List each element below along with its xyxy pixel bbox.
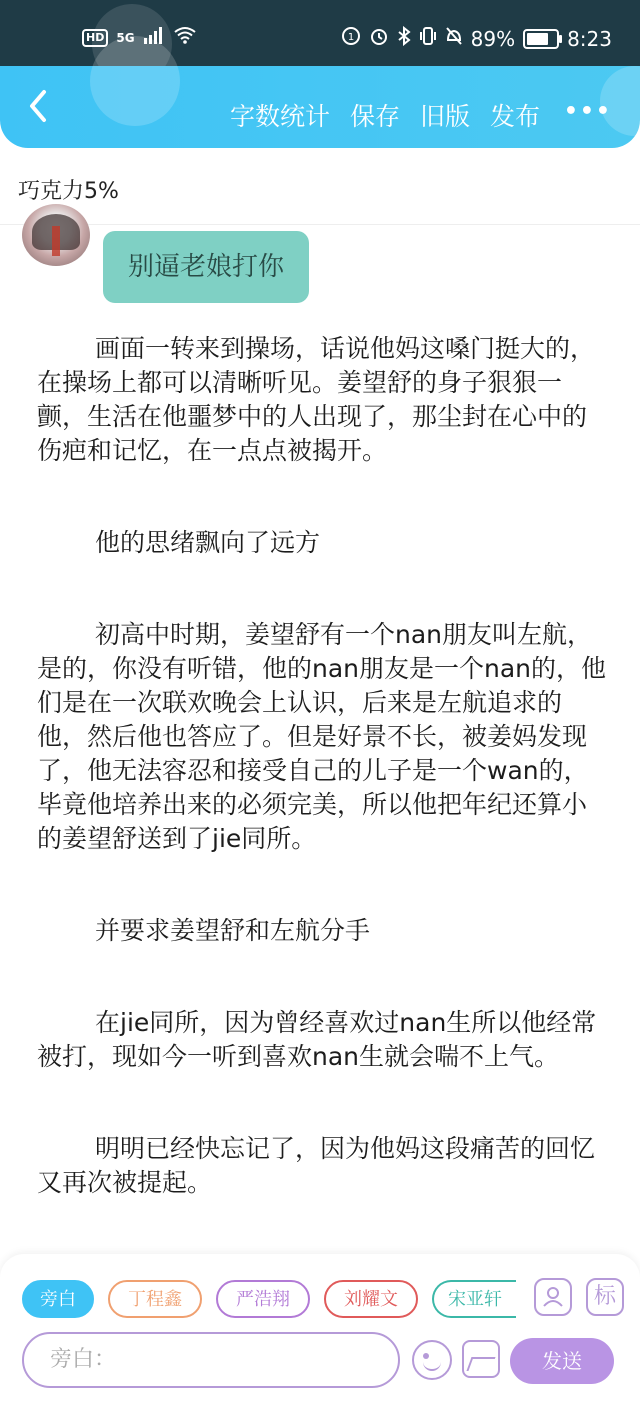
network-type: 5G — [116, 30, 135, 45]
hd-badge: HD — [82, 29, 108, 47]
emoji-icon[interactable] — [412, 1340, 452, 1380]
old-version-button[interactable]: 旧版 — [419, 102, 470, 131]
data-saver-icon — [341, 26, 361, 51]
back-button[interactable] — [22, 86, 62, 126]
paragraph: 在jie同所，因为曾经喜欢过nan生所以他经常被打，现如今一听到喜欢nan生就会喘不上气。 — [37, 1008, 597, 1071]
paragraph: 并要求姜望舒和左航分手 — [95, 916, 371, 945]
person-icon — [538, 1282, 568, 1312]
vibrate-icon — [419, 26, 437, 51]
avatar[interactable] — [22, 204, 90, 266]
role-chip[interactable]: 刘耀文 — [324, 1280, 418, 1318]
role-chip[interactable]: 严浩翔 — [216, 1280, 310, 1318]
avatar-detail — [52, 226, 60, 256]
wifi-icon — [173, 26, 197, 49]
story-body[interactable] — [37, 332, 607, 1350]
role-manage-button[interactable] — [534, 1278, 572, 1316]
chevron-left-icon — [22, 86, 62, 126]
message-input[interactable]: 旁白： — [22, 1332, 400, 1388]
chat-bubble[interactable]: 别逼老娘打你 — [103, 231, 309, 303]
chapter-title-bar[interactable] — [0, 160, 640, 225]
battery-icon — [523, 29, 559, 49]
mute-icon — [445, 26, 463, 51]
decor-bubble — [90, 36, 180, 126]
tag-button[interactable]: 标 — [586, 1278, 624, 1316]
paragraph: 他的思绪飘向了远方 — [95, 528, 321, 557]
paragraph: 画面一转来到操场，话说他妈这嗓门挺大的，在操场上都可以清晰听见。姜望舒的身子狠狠一颤，生活在他噩梦中的人出现了，那尘封在心中的伤疤和记忆，在一点点被揭开。 — [37, 334, 596, 465]
role-chip-narrator[interactable]: 旁白 — [22, 1280, 94, 1318]
svg-text:1: 1 — [347, 32, 354, 43]
clock: 8:23 — [567, 26, 612, 51]
send-button[interactable]: 发送 — [510, 1338, 614, 1384]
bluetooth-icon — [397, 26, 411, 51]
battery-percent: 89% — [470, 26, 516, 51]
word-count-button[interactable]: 字数统计 — [229, 102, 330, 131]
save-button[interactable]: 保存 — [349, 102, 400, 131]
paragraph: 初高中时期，姜望舒有一个nan朋友叫左航，是的，你没有听错，他的nan朋友是一个nan的，他们是在一次联欢晚会上认识，后来是左航追求的他，然后他也答应了。但是好景不长，被姜妈发现了，他无法容忍和接受自己的儿子是一个wan的，毕竟他培养出来的必须完美，所以他把年纪还算小的姜望舒送到了jie同所。 — [37, 620, 607, 853]
role-chip[interactable]: 宋亚轩 — [432, 1280, 516, 1318]
more-button[interactable]: ••• — [563, 99, 612, 124]
publish-button[interactable]: 发布 — [489, 102, 540, 131]
chapter-title: 巧克力5% — [18, 179, 119, 204]
paragraph: 明明已经快忘记了，因为他妈这段痛苦的回忆又再次被提起。 — [37, 1134, 596, 1197]
alarm-icon — [369, 26, 389, 51]
battery-fill — [527, 33, 548, 45]
toolbar-actions — [230, 97, 540, 133]
composer-panel — [0, 1254, 640, 1422]
editor-toolbar — [0, 66, 640, 148]
image-icon[interactable] — [462, 1340, 500, 1378]
role-chip[interactable]: 丁程鑫 — [108, 1280, 202, 1318]
